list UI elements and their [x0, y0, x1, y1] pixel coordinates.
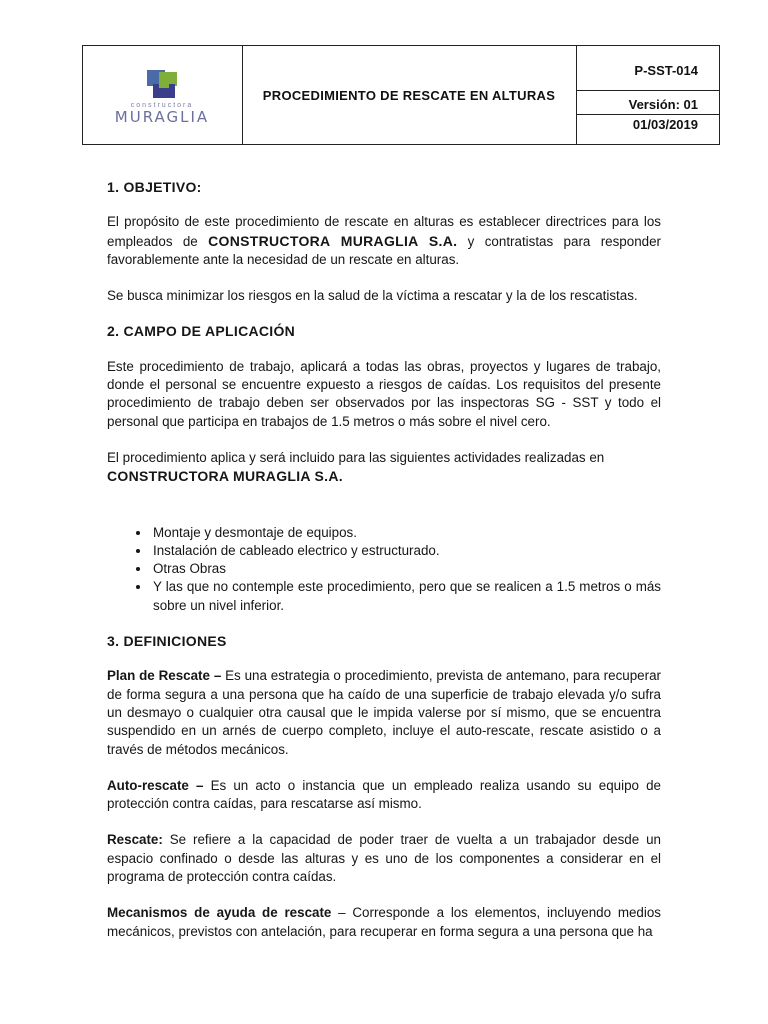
logo-cell	[83, 46, 243, 144]
definition-term: Plan de Rescate –	[107, 668, 222, 684]
objetivo-paragraph-1: El propósito de este procedimiento de rescate en alturas es establecer directrices para los empleados de CONSTRUCTORA MURAGLIA S.A. y contratistas para responder favorablemente ante la necesidad de un rescate en alturas.	[107, 214, 661, 267]
document-date: 01/03/2019	[577, 114, 720, 136]
definition-mecanismos: Mecanismos de ayuda de rescate – Corresponde a los elementos, incluyendo medios mecánicos, previstos con antelación, para recuperar en forma segura a una persona que ha	[107, 905, 661, 939]
document-body	[107, 178, 661, 941]
document-version: Versión: 01	[628, 97, 698, 112]
definition-term: Mecanismos de ayuda de rescate	[107, 905, 332, 921]
objetivo-paragraph-2: Se busca minimizar los riesgos en la salud de la víctima a rescatar y la de los rescatistas.	[107, 288, 638, 304]
section-heading-campo: 2. CAMPO DE APLICACIÓN	[107, 323, 296, 340]
document-code-cell	[576, 46, 720, 144]
section-heading-definiciones: 3. DEFINICIONES	[107, 633, 227, 650]
definition-term: Auto-rescate –	[107, 777, 204, 793]
list-item: • Montaje y desmontaje de equipos.	[151, 524, 661, 542]
company-name: CONSTRUCTORA MURAGLIA S.A.	[208, 232, 458, 249]
definition-auto-rescate: Auto-rescate – Es un acto o instancia que un empleado realiza usando su equipo de protección contra caídas, para rescatarse así mismo.	[107, 777, 661, 812]
document-header-table	[82, 45, 720, 145]
list-item: • Otras Obras	[151, 560, 661, 578]
logo-subtitle: constructora	[130, 102, 194, 109]
activities-list	[107, 524, 661, 615]
document-title: PROCEDIMIENTO DE RESCATE EN ALTURAS	[262, 87, 556, 103]
definition-plan-rescate: Plan de Rescate – Es una estrategia o procedimiento, prevista de antemano, para recuperar de forma segura a una persona que ha caído de una superficie de trabajo elevada y/o sufra un desmayo o cualquier otra causal que le impida valerse por sí mismo, que se encuentra suspendido en un arnés de cuerpo completo, incluye el auto-rescate, rescate asistido o a través de métodos mecánicos.	[107, 668, 661, 757]
list-item: • Instalación de cableado electrico y estructurado.	[151, 542, 661, 560]
document-code: P-SST-014	[577, 61, 720, 91]
logo-brand-name: MURAGLIA	[114, 108, 210, 126]
muraglia-logo-icon	[143, 68, 183, 102]
campo-paragraph-1: Este procedimiento de trabajo, aplicará a todas las obras, proyectos y lugares de trabajo, donde el personal se encuentre expuesto a riesgos de caídas. Los requisitos del presente procedimiento de trabajo deben ser observados por las inspectoras SG - SST y todo el personal que participa en trabajos de 1.5 metros o más sobre el nivel cero.	[107, 358, 661, 429]
definition-term: Rescate:	[107, 832, 163, 848]
section-heading-objetivo: 1. OBJETIVO:	[107, 179, 202, 195]
list-item: • Y las que no contemple este procedimiento, pero que se realicen a 1.5 metros o más sobre un nivel inferior.	[151, 578, 661, 615]
company-name: CONSTRUCTORA MURAGLIA S.A.	[107, 468, 343, 485]
definition-rescate: Rescate: Se refiere a la capacidad de poder traer de vuelta a un trabajador desde un espacio confinado o desde las alturas y es uno de los componentes a considerar en el programa de protección contra caídas.	[107, 832, 661, 885]
campo-paragraph-2: El procedimiento aplica y será incluido para las siguientes actividades realizadas en CONSTRUCTORA MURAGLIA S.A.	[107, 449, 605, 485]
